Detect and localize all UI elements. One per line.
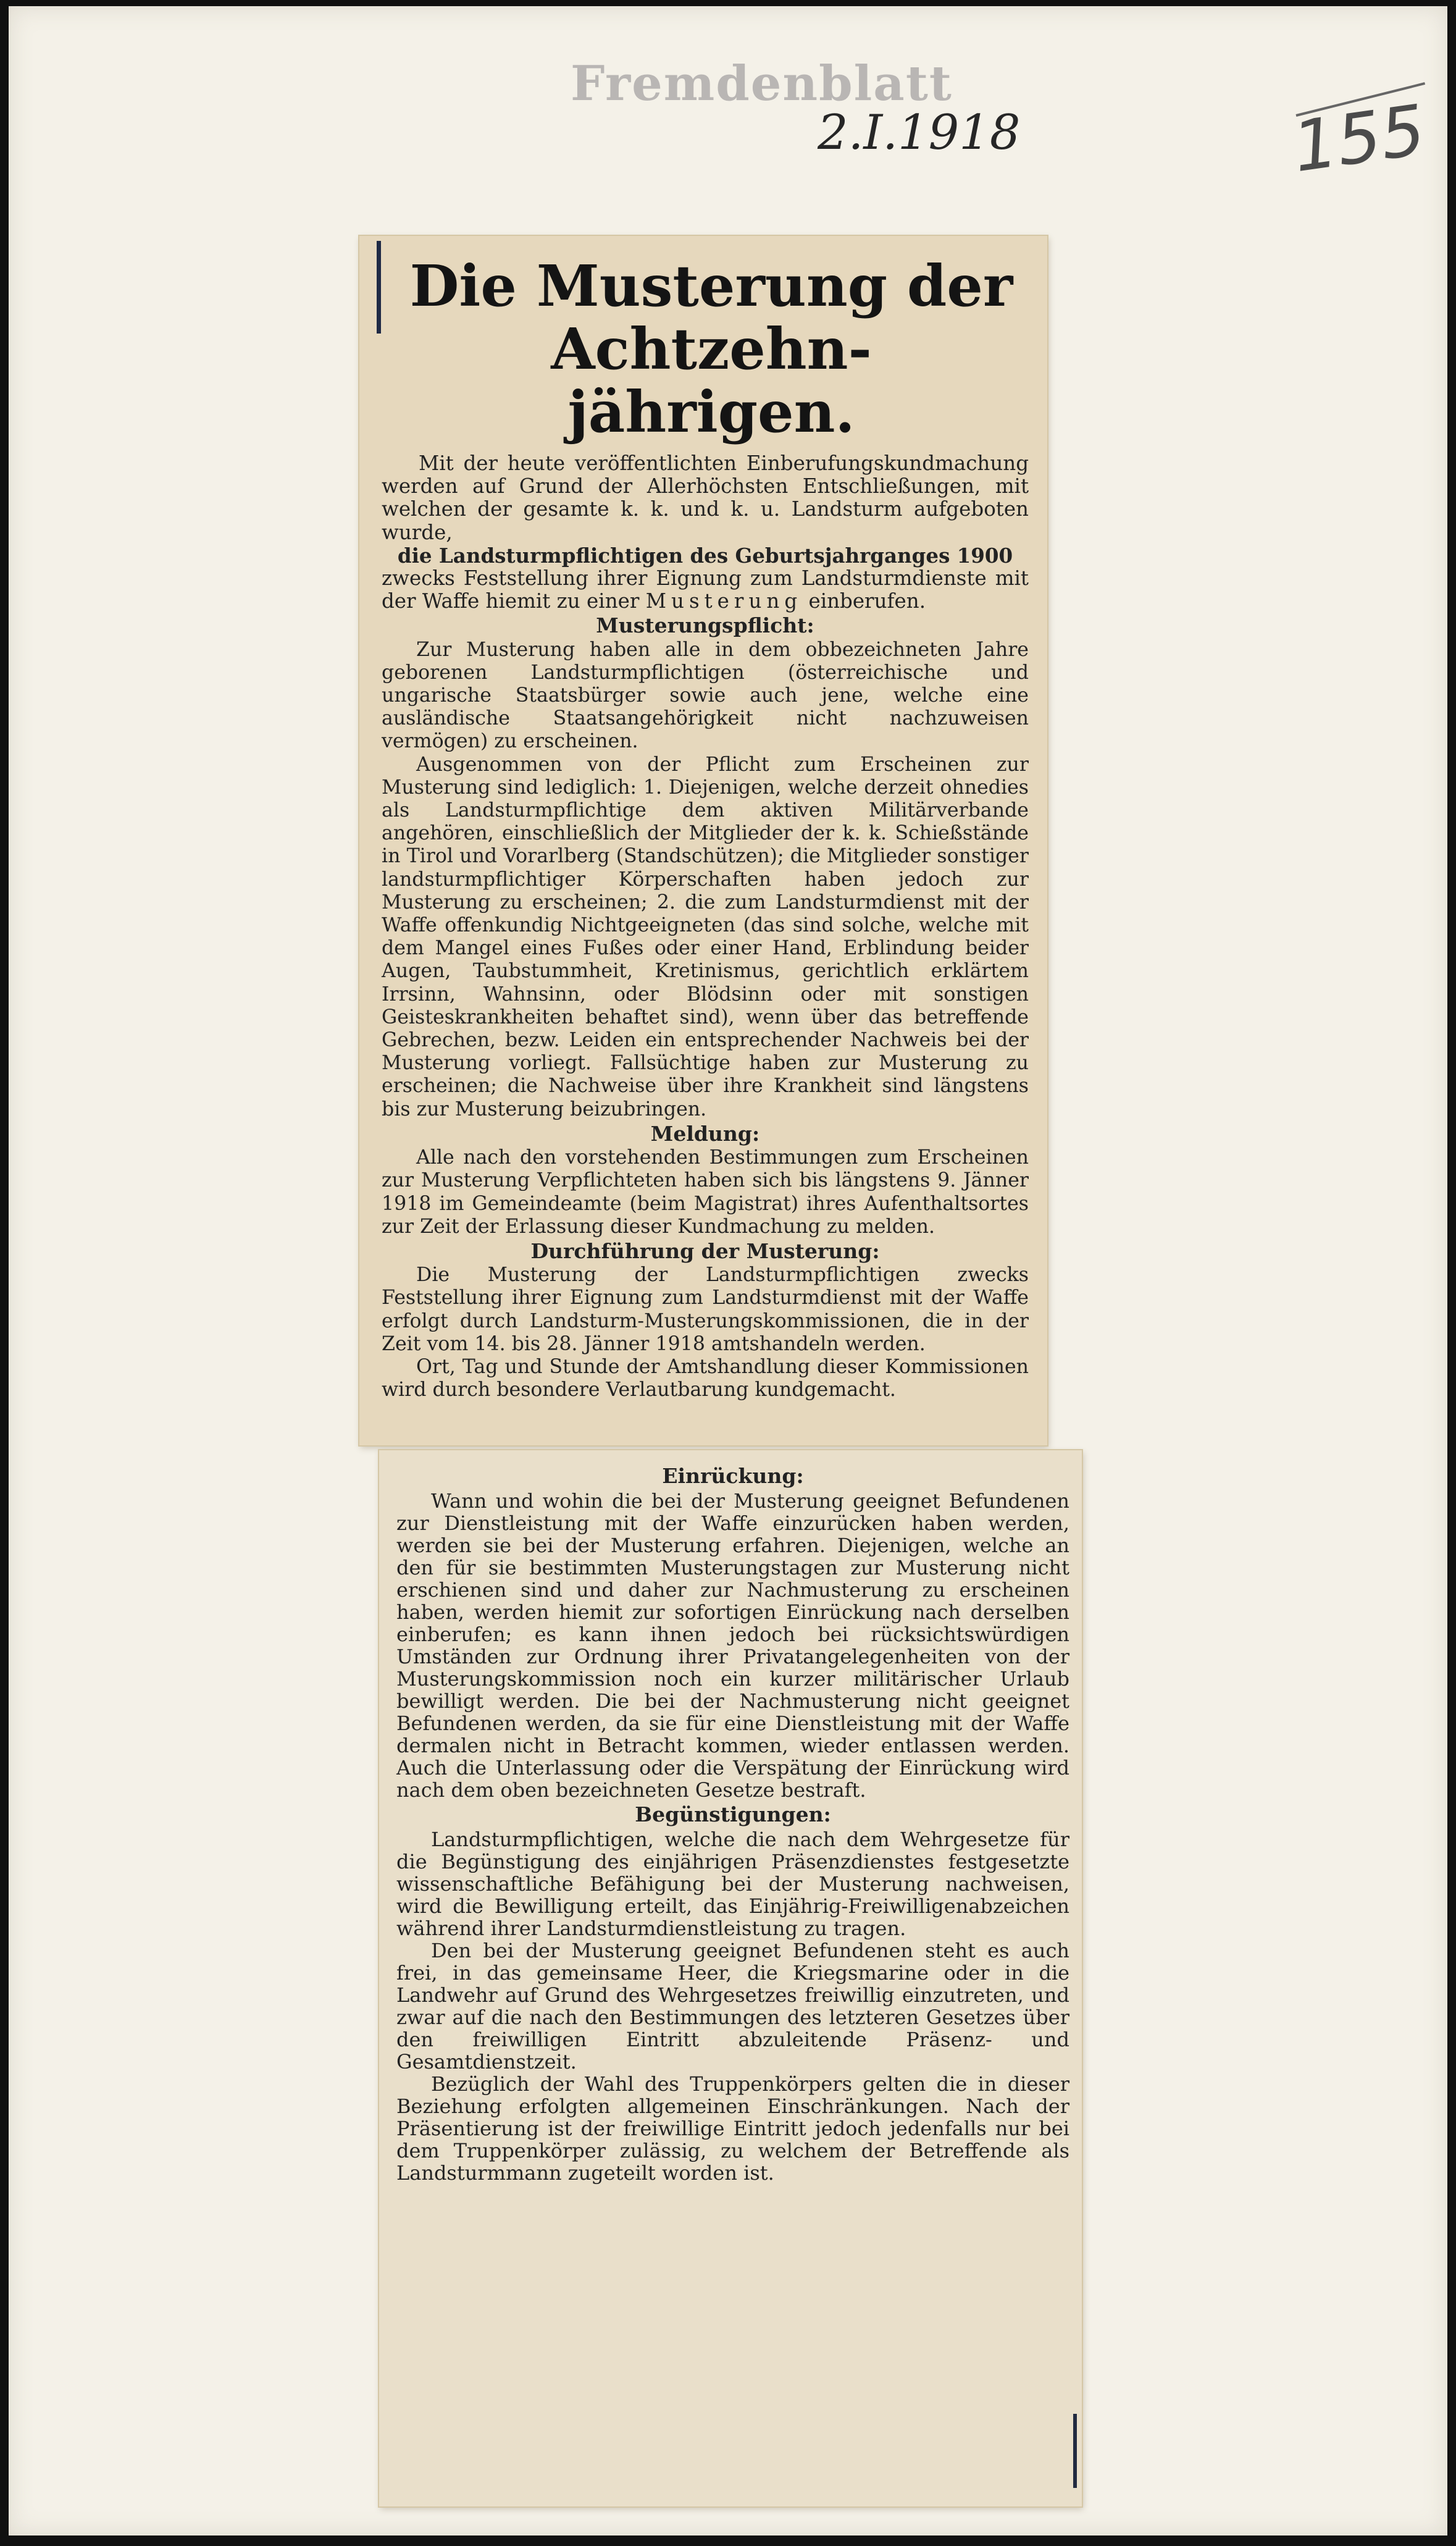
- section-paragraph: Ausgenommen von der Pflicht zum Erscheinen zur Musterung sind lediglich: 1. Diejenigen, welche derzeit ohnedies als Landsturmpflichtige dem aktiven Militärverbande angehören, einschließlich der Mitglieder der k. k. Schießstände in Tirol und Vorarlberg (Standschützen); die Mitglieder sonstiger landsturmpflichtiger Körperschaften haben jedoch zur Musterung zu erscheinen; 2. die zum Landsturmdienst mit der Waffe offenkundig Nichtgeeigneten (das sind solche, welche mit dem Mangel eines Fußes oder einer Hand, Erblindung beider Augen, Taubstummheit, Kretinismus, gerichtlich erklärtem Irrsinn, Wahnsinn, oder Blödsinn oder mit sonstigen Geisteskrankheiten behaftet sind), wenn über das betreffende Gebrechen, bezw. Leiden ein entsprechender Nachweis bei der Musterung vorliegt. Fallsüchtige haben zur Musterung zu erscheinen; die Nachweise über ihre Krankheit sind längstens bis zur Musterung beizubringen.: [382, 753, 1029, 1120]
- section-paragraph: Bezüglich der Wahl des Truppenkörpers gelten die in dieser Beziehung erfolgten allgemeinen Einschränkungen. Nach der Präsentierung ist der freiwillige Eintritt jedoch jedenfalls nur bei dem Truppenkörper zulässig, zu welchem der Betreffende als Landsturmmann zugeteilt worden ist.: [396, 2072, 1069, 2185]
- section-paragraph: Landsturmpflichtigen, welche die nach dem Wehrgesetze für die Begünstigung des einjährigen Präsenzdienstes festgesetzte wissenschaftliche Befähigung bei der Musterung nachweisen, wird die Bewilligung erteilt, das Einjährig-Freiwilligenabzeichen während ihrer Landsturmdienstleistung zu tragen.: [396, 1828, 1069, 1940]
- section-paragraph: Ort, Tag und Stunde der Amtshandlung dieser Kommissionen wird durch besondere Verlautbarung kundgemacht.: [382, 1355, 1029, 1401]
- article-clipping-part-2: [379, 1450, 1082, 2506]
- section-title: Meldung:: [650, 1121, 760, 1146]
- section-title: Durchführung der Musterung:: [530, 1238, 880, 1263]
- section-title: Musterungspflicht:: [596, 613, 814, 638]
- headline-line-1: Die Musterung der Achtzehn-: [409, 253, 1013, 382]
- newspaper-stamp: Fremdenblatt: [571, 56, 953, 112]
- lead-tail-text: zwecks Feststellung ihrer Eignung zum Landsturmdienste mit der Waffe hiemit zu einer: [382, 566, 1029, 613]
- article-headline: [382, 254, 1029, 443]
- section-paragraph: Zur Musterung haben alle in dem obbezeichneten Jahre geborenen Landsturmpflichtigen (österreichische und ungarische Staatsbürger sowie auch jene, welche eine ausländische Staatsangehörigkeit nicht nachzuweisen vermögen) zu erscheinen.: [382, 638, 1029, 753]
- article-lead: [382, 452, 1029, 613]
- section-paragraph: Den bei der Musterung geeignet Befundenen steht es auch frei, in das gemeinsame Heer, die Kriegsmarine oder in die Landwehr auf Grund des Wehrgesetzes freiwillig einzutreten, und zwar auf die nach den Bestimmungen des letzteren Gesetzes über den freiwilligen Eintritt abzuleitende Präsenz- und Gesamtdienstzeit.: [396, 1939, 1069, 2073]
- section-title: Begünstigungen:: [635, 1802, 831, 1826]
- section-title: Einrückung:: [662, 1464, 804, 1488]
- section-paragraph: Alle nach den vorstehenden Bestimmungen zum Erscheinen zur Musterung Verpflichteten haben sich bis längstens 9. Jänner 1918 im Gemeindeamte (beim Magistrat) ihres Aufenthaltsortes zur Zeit der Erlassung dieser Kundmachung zu melden.: [382, 1146, 1029, 1238]
- lead-tail: [382, 567, 1029, 613]
- archive-sheet: [9, 6, 1447, 2535]
- lead-tail-end: einberufen.: [802, 589, 926, 613]
- section-paragraph: Wann und wohin die bei der Musterung geeignet Befundenen zur Dienstleistung mit der Waffe einzurücken haben werden, werden sie bei der Musterung erfahren. Diejenigen, welche an den für sie bestimmten Musterungstagen zur Musterung nicht erschienen sind und daher zur Nachmusterung zu erscheinen haben, werden hiemit zur sofortigen Einrückung nach derselben einberufen; es kann ihnen jedoch bei rücksichtswürdigen Umständen zur Ordnung ihrer Privatangelegenheiten von der Musterungskommission noch ein kurzer militärischer Urlaub bewilligt werden. Die bei der Nachmusterung nicht geeignet Befundenen werden, da sie für eine Dienstleistung mit der Waffe dermalen nicht in Betracht kommen, wieder entlassen werden. Auch die Unterlassung oder die Verspätung der Einrückung wird nach dem oben bezeichneten Gesetze bestraft.: [396, 1489, 1069, 1802]
- headline-line-2: jährigen.: [567, 379, 855, 445]
- lead-tail-spaced: Musterung: [645, 589, 803, 613]
- folio-number: 155: [1287, 90, 1430, 188]
- article-clipping-part-1: [359, 236, 1047, 1445]
- section-paragraph: Die Musterung der Landsturmpflichtigen zwecks Feststellung ihrer Eignung zum Landsturmdienst mit der Waffe erfolgt durch Landsturm-Musterungskommissionen, die in der Zeit vom 14. bis 28. Jänner 1918 amtshandeln werden.: [382, 1264, 1029, 1355]
- lead-paragraph: Mit der heute veröffentlichten Einberufungskundmachung werden auf Grund der Allerhöchsten Entschließungen, mit welchen der gesamte k. k. und k. u. Landsturm aufgeboten wurde,: [382, 452, 1029, 544]
- handwritten-date: 2.I.1918: [818, 105, 1021, 161]
- lead-emphasis: die Landsturmpflichtigen des Geburtsjahrganges 1900: [397, 543, 1013, 568]
